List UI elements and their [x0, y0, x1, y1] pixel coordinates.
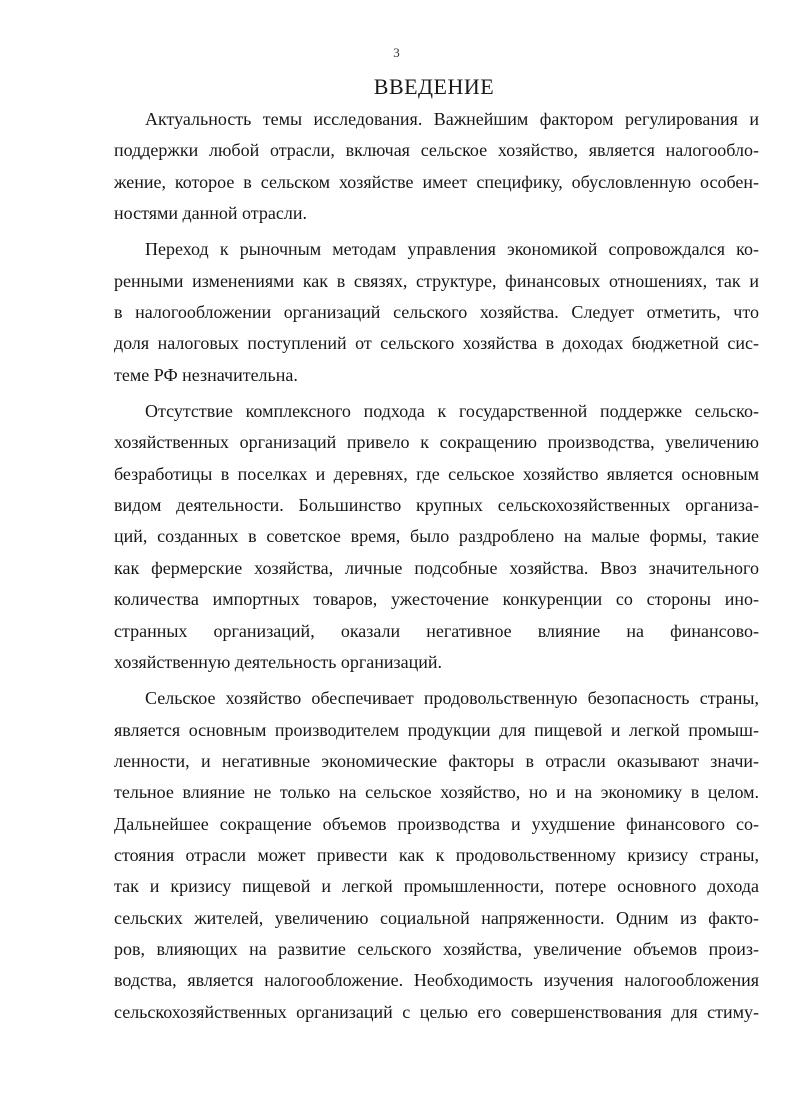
body-text — [114, 104, 759, 1028]
text-line: Актуальность темы исследования. Важнейшим фактором регулирования и — [145, 109, 759, 129]
text-line: странных организаций, оказали негативное влияние на финансово- — [114, 620, 759, 641]
text-line: тельное влияние не только на сельское хозяйство, но и на экономику в целом. — [114, 782, 759, 803]
text-line: безработицы в поселках и деревнях, где сельское хозяйство является основным — [114, 463, 759, 484]
text-line: Отсутствие комплексного подхода к государственной поддержке сельско- — [145, 401, 759, 422]
text-line: доля налоговых поступлений от сельского хозяйства в доходах бюджетной сис- — [114, 333, 759, 354]
text-line: водства, является налогообложение. Необходимость изучения налогообложения — [114, 970, 759, 991]
paragraph — [114, 396, 759, 678]
text-line: сельских жителей, увеличению социальной напряженности. Одним из факто- — [114, 907, 759, 928]
text-line: ров, влияющих на развитие сельского хозяйства, увеличение объемов произ- — [114, 938, 759, 959]
text-line: Сельское хозяйство обеспечивает продовольственную безопасность страны, — [145, 688, 759, 709]
paragraph — [114, 104, 759, 229]
text-line: ций, созданных в советское время, было раздроблено на малые формы, такие — [114, 526, 759, 547]
paragraph — [114, 683, 759, 1028]
text-line: является основным производителем продукции для пищевой и легкой промыш- — [114, 719, 759, 740]
text-line: хозяйственных организаций привело к сокращению производства, увеличению — [114, 432, 759, 453]
paragraph — [114, 234, 759, 391]
text-line: видом деятельности. Большинство крупных сельскохозяйственных организа- — [114, 495, 759, 516]
text-line: ностями данной отрасли. — [114, 203, 307, 224]
text-line: количества импортных товаров, ужесточение конкуренции со стороны ино- — [114, 589, 759, 610]
text-line: стояния отрасли может привести как к продовольственному кризису страны, — [114, 844, 759, 865]
text-line: Дальнейшее сокращение объемов производства и ухудшение финансового со- — [114, 813, 759, 834]
text-line: ленности, и негативные экономические факторы в отрасли оказывают значи- — [114, 750, 759, 771]
text-line: Переход к рыночным методам управления экономикой сопровождался ко- — [145, 239, 759, 260]
section-heading: ВВЕДЕНИЕ — [373, 74, 495, 99]
text-line: ренными изменениями как в связях, структуре, финансовых отношениях, так и — [114, 270, 759, 291]
text-line: теме РФ незначительна. — [114, 364, 298, 385]
text-line: как фермерские хозяйства, личные подсобные хозяйства. Ввоз значительного — [114, 557, 759, 578]
text-line: хозяйственную деятельность организаций. — [114, 651, 443, 672]
page-number: 3 — [393, 45, 400, 60]
text-line: поддержки любой отрасли, включая сельское хозяйство, является налогообло- — [114, 140, 759, 161]
text-line: жение, которое в сельском хозяйстве имеет специфику, обусловленную особен- — [114, 171, 759, 192]
text-line: сельскохозяйственных организаций с целью его совершенствования для стиму- — [114, 1001, 759, 1022]
text-line: в налогообложении организаций сельского хозяйства. Следует отметить, что — [114, 302, 759, 323]
text-line: так и кризису пищевой и легкой промышленности, потере основного дохода — [114, 876, 759, 897]
